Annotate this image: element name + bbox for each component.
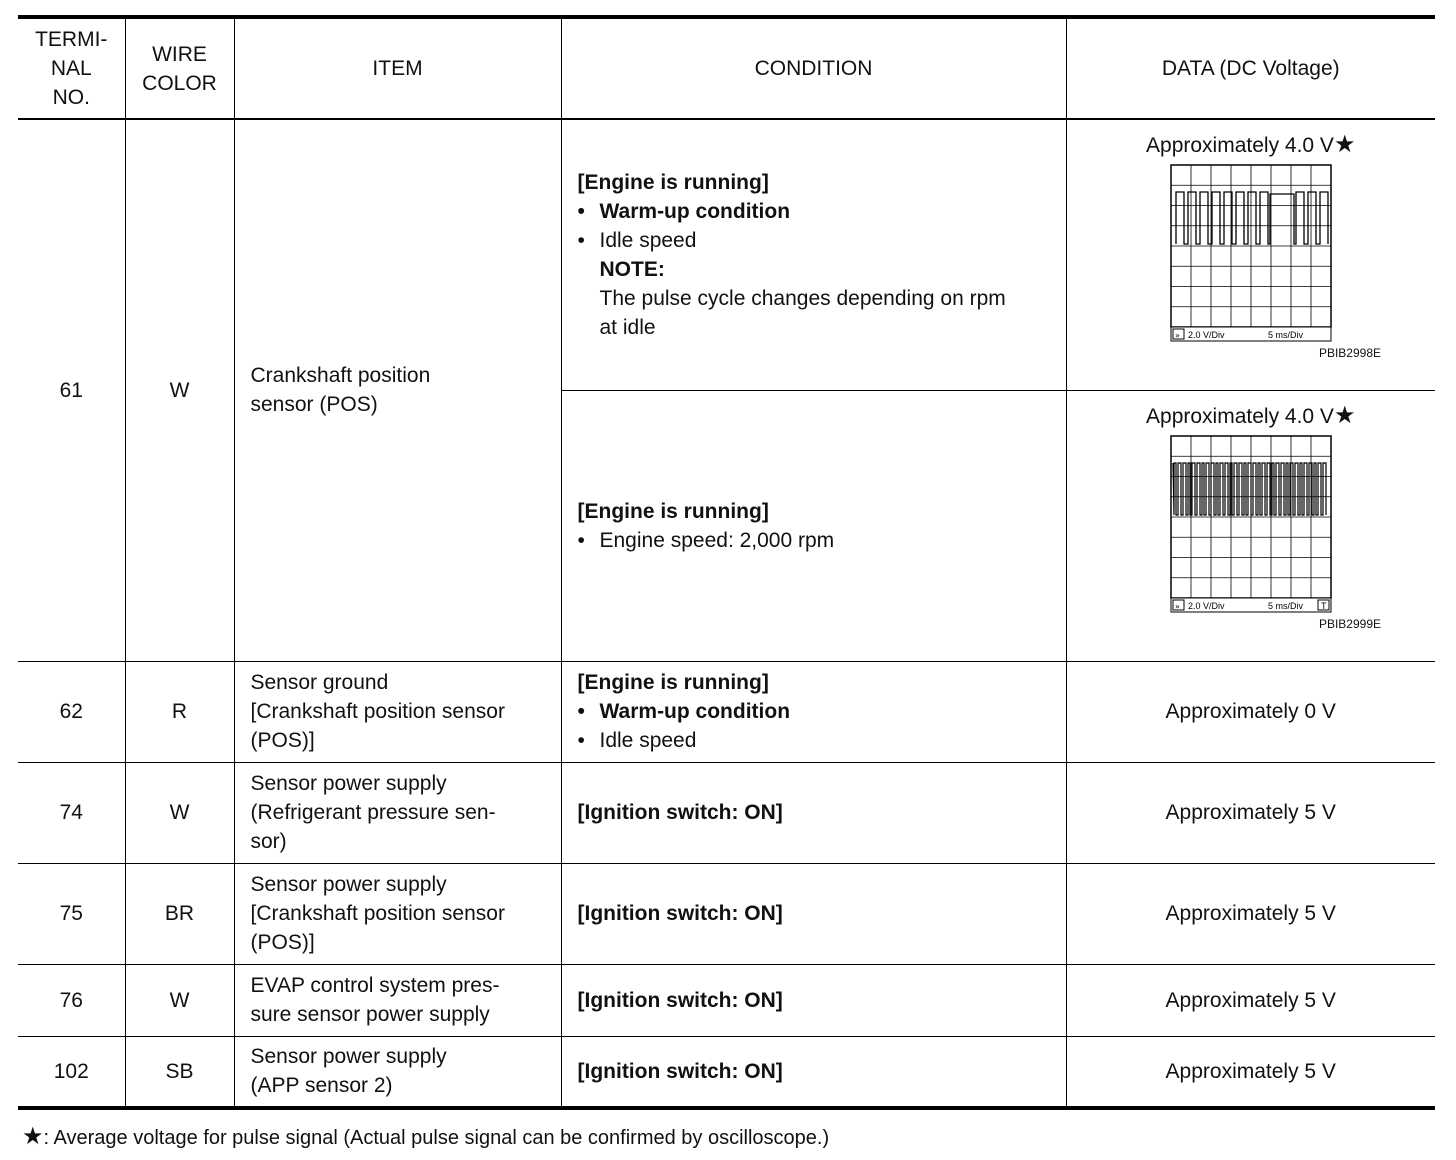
terminal-cell: 75 <box>18 863 125 964</box>
terminal-cell: 102 <box>18 1036 125 1108</box>
header-item: ITEM <box>234 17 561 119</box>
figure-id: PBIB2999E <box>1318 616 1381 631</box>
item-cell: Sensor power supply (APP sensor 2) <box>234 1036 561 1108</box>
condition-heading: [Engine is running] <box>577 170 769 194</box>
data-cell: Approximately 0 V <box>1066 661 1435 762</box>
item-cell: Sensor power supply (Refrigerant pressure sen- sor) <box>234 762 561 863</box>
table-row <box>18 1036 1435 1108</box>
data-value-text: Approximately 4.0 V <box>1146 404 1334 428</box>
data-value <box>1067 130 1436 160</box>
scope-trigger-mark: T <box>1320 600 1327 611</box>
figure-id: PBIB2998E <box>1318 346 1381 360</box>
condition-bullet: • Idle speed <box>578 726 1058 755</box>
footnote <box>22 1122 829 1151</box>
footnote-text: : Average voltage for pulse signal (Actual pulse signal can be confirmed by oscilloscope.) <box>43 1127 830 1149</box>
data-cell: Approximately 5 V <box>1066 964 1435 1036</box>
condition-cell: [Ignition switch: ON] <box>561 1036 1066 1108</box>
star-icon: ★ <box>1333 401 1356 429</box>
terminal-cell: 62 <box>18 661 125 762</box>
note-label: NOTE: <box>599 257 665 281</box>
oscilloscope-waveform-idle <box>1170 164 1332 342</box>
table-row <box>18 762 1435 863</box>
header-terminal: TERMI- NAL NO. <box>18 17 125 119</box>
data-cell <box>1066 119 1435 390</box>
condition-bullet: • Engine speed: 2,000 rpm <box>578 526 1058 555</box>
condition-cell: [Ignition switch: ON] <box>561 964 1066 1036</box>
terminal-cell: 76 <box>18 964 125 1036</box>
table-row <box>18 119 1435 390</box>
table-row <box>18 964 1435 1036</box>
condition-cell <box>561 661 1066 762</box>
star-icon: ★ <box>1333 131 1356 158</box>
wire-color-cell: W <box>125 964 234 1036</box>
table-row <box>18 863 1435 964</box>
wire-color-cell: R <box>125 661 234 762</box>
item-cell: Sensor power supply [Crankshaft position sensor (POS)] <box>234 863 561 964</box>
condition-bullet: • Warm-up condition <box>578 697 1058 726</box>
condition-cell: [Ignition switch: ON] <box>561 863 1066 964</box>
item-cell: EVAP control system pres- sure sensor power supply <box>234 964 561 1036</box>
scope-volt-div: 2.0 V/Div <box>1187 600 1225 611</box>
terminal-cell: 74 <box>18 762 125 863</box>
item-cell: Sensor ground [Crankshaft position sensor (POS)] <box>234 661 561 762</box>
condition-bullet: • Idle speed <box>578 226 1058 255</box>
terminal-data-table <box>18 15 1435 1110</box>
data-cell: Approximately 5 V <box>1066 762 1435 863</box>
oscilloscope-waveform-2000rpm <box>1170 435 1332 613</box>
data-value-text: Approximately 4.0 V <box>1146 134 1334 157</box>
header-wire-color: WIRE COLOR <box>125 17 234 119</box>
item-cell: Crankshaft position sensor (POS) <box>234 119 561 661</box>
data-value <box>1067 401 1436 431</box>
wire-color-cell: W <box>125 762 234 863</box>
scope-arrow-icon: » <box>1174 601 1180 611</box>
data-cell: Approximately 5 V <box>1066 863 1435 964</box>
condition-heading: [Engine is running] <box>577 671 769 694</box>
condition-cell <box>561 119 1066 390</box>
table-row <box>18 661 1435 762</box>
wire-color-cell: W <box>125 119 234 661</box>
header-condition: CONDITION <box>561 17 1066 119</box>
data-cell: Approximately 5 V <box>1066 1036 1435 1108</box>
scope-time-div: 5 ms/Div <box>1267 600 1303 611</box>
data-cell <box>1066 390 1435 661</box>
header-row <box>18 17 1435 119</box>
condition-heading: [Engine is running] <box>577 499 769 523</box>
header-data: DATA (DC Voltage) <box>1066 17 1435 119</box>
wire-color-cell: SB <box>125 1036 234 1108</box>
scope-arrow-icon: » <box>1174 331 1180 340</box>
condition-cell: [Ignition switch: ON] <box>561 762 1066 863</box>
scope-time-div: 5 ms/Div <box>1267 330 1303 340</box>
wire-color-cell: BR <box>125 863 234 964</box>
scope-volt-div: 2.0 V/Div <box>1187 330 1225 340</box>
terminal-cell: 61 <box>18 119 125 661</box>
condition-bullet: • Warm-up condition <box>578 197 1058 226</box>
star-icon: ★ <box>22 1123 44 1150</box>
condition-cell <box>561 390 1066 661</box>
note-text: The pulse cycle changes depending on rpm at idle <box>599 286 1006 339</box>
